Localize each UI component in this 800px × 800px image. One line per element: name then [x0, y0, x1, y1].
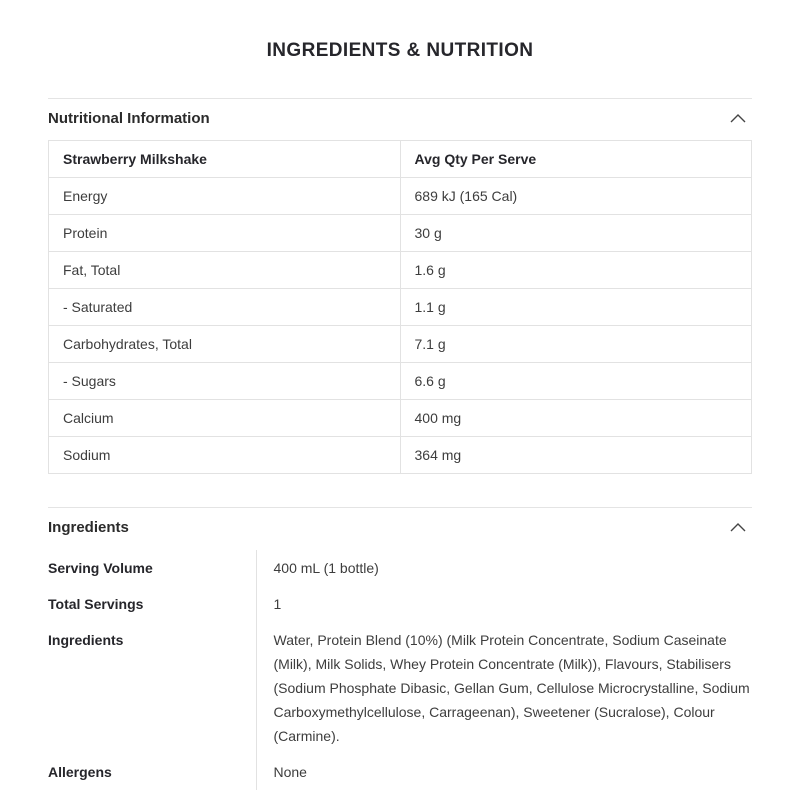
total-servings-label: Total Servings: [48, 595, 144, 612]
nutrient-label: - Saturated: [49, 288, 401, 325]
table-row: [49, 177, 752, 214]
nutrient-value: 7.1 g: [400, 325, 752, 362]
table-header-row: [49, 140, 752, 177]
nutrient-label: Sodium: [49, 436, 401, 473]
list-item: [48, 754, 752, 790]
page-title: INGREDIENTS & NUTRITION: [266, 39, 534, 61]
nutrient-value: 30 g: [400, 214, 752, 251]
nutrient-value: 1.1 g: [400, 288, 752, 325]
list-item: [48, 586, 752, 622]
nutrient-label: Calcium: [49, 399, 401, 436]
nutrition-table-qty-header: Avg Qty Per Serve: [400, 140, 752, 177]
spacer: [48, 474, 752, 507]
spacer: [48, 790, 752, 800]
nutrient-value: 1.6 g: [400, 251, 752, 288]
nutrient-label: Protein: [49, 214, 401, 251]
nutrient-label: Fat, Total: [49, 251, 401, 288]
accordion-header-nutritional-information[interactable]: [48, 99, 752, 138]
ingredients-label: Ingredients: [48, 631, 124, 648]
ingredients-heading: Ingredients: [48, 518, 129, 536]
chevron-up-icon[interactable]: [730, 114, 752, 123]
table-row: [49, 325, 752, 362]
nutrition-table-product-header: Strawberry Milkshake: [49, 140, 401, 177]
nutrient-value: 364 mg: [400, 436, 752, 473]
total-servings-value: 1: [256, 586, 752, 622]
allergens-label: Allergens: [48, 763, 112, 780]
table-row: [49, 214, 752, 251]
serving-volume-label: Serving Volume: [48, 559, 153, 576]
table-row: [49, 399, 752, 436]
nutrient-label: - Sugars: [49, 362, 401, 399]
table-row: [49, 251, 752, 288]
nutritional-information-heading: Nutritional Information: [48, 109, 210, 127]
allergens-value: None: [256, 754, 752, 790]
ingredients-detail-table: [48, 550, 752, 790]
list-item: [48, 622, 752, 754]
nutrient-label: Carbohydrates, Total: [49, 325, 401, 362]
ingredients-value: Water, Protein Blend (10%) (Milk Protein Concentrate, Sodium Caseinate (Milk), Milk Solids, Whey Protein Concentrate (Milk)), Flavours, Stabilisers (Sodium Phosphate Dibasic, Gellan Gum, Cellulose Microcrystalline, Sodium Carboxymethylcellulose, Carrageenan), Sweetener (Sucralose), Colour (Carmine).: [256, 622, 752, 754]
list-item: [48, 550, 752, 586]
nutrition-table: [48, 140, 752, 474]
nutrient-value: 6.6 g: [400, 362, 752, 399]
nutrient-value: 400 mg: [400, 399, 752, 436]
content-panel: [0, 98, 800, 800]
nutrient-label: Energy: [49, 177, 401, 214]
table-row: [49, 436, 752, 473]
accordion-header-ingredients[interactable]: [48, 508, 752, 547]
chevron-up-icon[interactable]: [730, 523, 752, 532]
table-row: [49, 288, 752, 325]
serving-volume-value: 400 mL (1 bottle): [256, 550, 752, 586]
table-row: [49, 362, 752, 399]
nutrient-value: 689 kJ (165 Cal): [400, 177, 752, 214]
